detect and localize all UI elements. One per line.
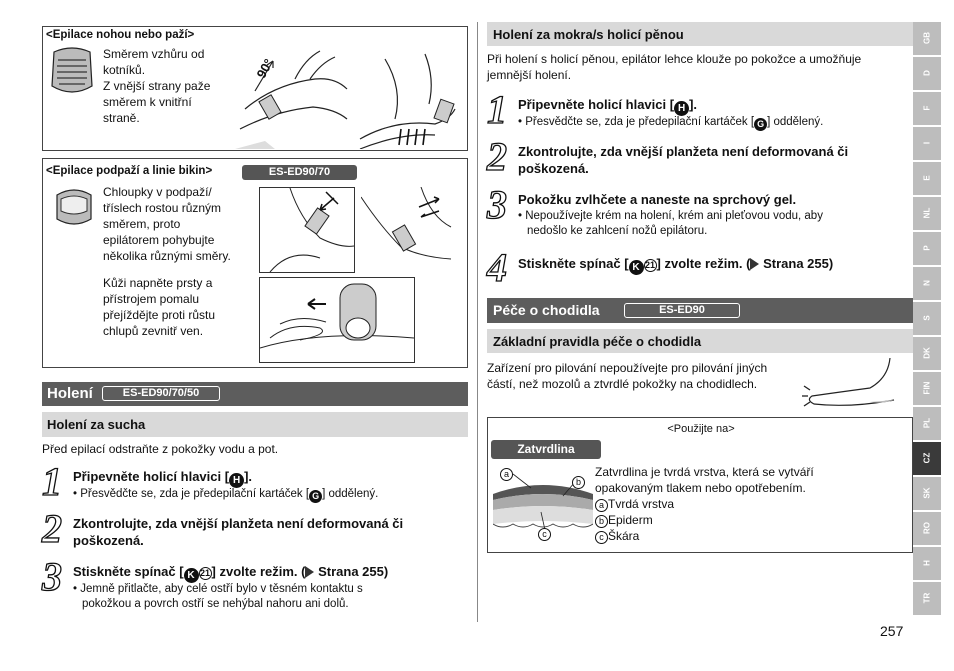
page-number: 257: [880, 623, 904, 639]
bullet-text: pokožkou a povrch ostří se nehýbal nahoru ani dolů.: [82, 598, 349, 610]
layer-item: [595, 496, 814, 512]
text-line: přejíždějte proti růstu: [103, 308, 216, 322]
text-line: směrem k vnitřní: [103, 95, 192, 109]
skin-stretch-illustration: [259, 277, 415, 363]
shaving-title: Holení: [47, 385, 93, 402]
language-tab-nl[interactable]: [913, 197, 941, 230]
brush-symbol: G: [309, 490, 322, 503]
text-line: Zatvrdlina je tvrdá vrstva, která se vytváří: [595, 465, 814, 479]
layer-label: Epiderm: [608, 513, 653, 527]
brush-symbol: G: [754, 118, 767, 131]
leg-illustration: [235, 49, 351, 149]
marker: b: [595, 515, 608, 528]
layer-item: [595, 528, 814, 544]
epilator-cap-image: [51, 185, 97, 229]
text-line: Zařízení pro pilování nepoužívejte pro pilování jiných: [487, 361, 768, 375]
wet-shaving-intro: [487, 51, 861, 83]
bullet-text: nedošlo ke zahlcení nožů epilátoru.: [527, 225, 708, 237]
layer-label: Škára: [608, 529, 640, 543]
step-text: poškozená.: [73, 533, 144, 548]
leg-arm-epilation-box: [42, 26, 468, 151]
text-line: Při holení s holicí pěnou, epilátor lehce klouže po pokožce a umožňuje: [487, 52, 862, 66]
layer-label: Tvrdá vrstva: [608, 497, 675, 511]
switch-symbol: K: [629, 260, 644, 275]
shaving-header: [42, 382, 468, 406]
underarm-title: <Epilace podpaží a linie bikin>: [46, 165, 213, 177]
language-tab-label: E: [922, 175, 932, 181]
step-bullet: [73, 582, 363, 612]
text-line: Z vnější strany paže: [103, 79, 211, 93]
dry-shaving-intro: Před epilací odstraňte z pokožky vodu a pot.: [42, 442, 279, 456]
text-line: epilátorem pohybujte: [103, 233, 215, 247]
marker-c: c: [538, 528, 551, 541]
dry-shaving-header: [42, 412, 468, 437]
text-line: jemnější holení.: [487, 68, 572, 82]
marker-b: b: [572, 476, 585, 489]
step-number: 4: [487, 245, 507, 290]
marker: c: [595, 531, 608, 544]
text-line: Kůži napněte prsty a: [103, 276, 213, 290]
use-on-box: [487, 417, 913, 553]
language-tab-d[interactable]: [913, 57, 941, 90]
ref-number: 21: [200, 568, 211, 578]
layer-item: [595, 512, 814, 528]
head-symbol: H: [229, 473, 244, 488]
language-tab-i[interactable]: [913, 127, 941, 160]
step-text: ].: [244, 469, 253, 484]
language-tab-label: N: [922, 280, 932, 287]
text-line: Směrem vzhůru od: [103, 47, 205, 61]
dry-shaving-title: Holení za sucha: [47, 417, 146, 432]
foot-rules-intro: [487, 360, 767, 392]
language-tab-s[interactable]: [913, 302, 941, 335]
language-tab-label: NL: [922, 207, 932, 219]
language-tab-label: S: [922, 315, 932, 321]
language-tab-label: P: [922, 245, 932, 251]
bullet-text: • Jemně přitlačte, aby celé ostří bylo v těsném kontaktu s: [73, 583, 363, 595]
bullet-text: • Nepoužívejte krém na holení, krém ani pleťovou vodu, aby: [518, 210, 823, 222]
language-tab-label: I: [922, 142, 932, 145]
language-tab-label: F: [922, 105, 932, 111]
column-divider: [477, 22, 478, 622]
step-number: 3: [487, 182, 507, 227]
leg-arm-instructions: [103, 46, 210, 126]
underarm-illustration-2: [361, 187, 465, 273]
step-text: Připevněte holicí hlavici [: [518, 97, 675, 112]
step-number: 2: [487, 134, 507, 179]
step-text: poškozená.: [518, 161, 589, 176]
foot-care-title: Péče o chodidla: [493, 302, 600, 318]
bullet-text: ] oddělený.: [767, 116, 824, 128]
wet-shaving-title: Holení za mokra/s holicí pěnou: [493, 27, 684, 42]
language-tab-label: PL: [922, 418, 932, 429]
head-symbol: H: [674, 101, 689, 116]
language-tab-tr[interactable]: [913, 582, 941, 615]
shaving-badge: ES-ED90/70/50: [102, 386, 220, 401]
callus-description: [595, 464, 814, 544]
text-line: straně.: [103, 111, 140, 125]
arm-illustration: [355, 49, 465, 149]
arrow-right-icon: [750, 258, 759, 270]
callus-badge: Zatvrdlina: [491, 440, 601, 459]
step-number: 1: [42, 459, 62, 504]
step-title: [518, 143, 848, 177]
language-tab-label: TR: [922, 592, 932, 604]
arrow-right-icon: [305, 566, 314, 578]
bullet-text: ] oddělený.: [322, 488, 379, 500]
angle-label: 90°: [253, 56, 277, 81]
step-text: ].: [689, 97, 698, 112]
text-line: částí, než mozolů a ztvrdlé pokožky na chodidlech.: [487, 377, 758, 391]
step-text: Stiskněte spínač [: [73, 564, 184, 579]
text-line: kotníků.: [103, 63, 146, 77]
bullet-text: • Přesvědčte se, zda je předepilační kartáček [: [73, 488, 310, 500]
bullet-text: • Přesvědčte se, zda je předepilační kartáček [: [518, 116, 755, 128]
text-line: opakovaným tlakem nebo opotřebením.: [595, 481, 806, 495]
step-title: [73, 563, 388, 583]
marker: a: [595, 499, 608, 512]
step-text: Stiskněte spínač [: [518, 256, 629, 271]
foot-care-header: [487, 298, 913, 323]
switch-symbol: K: [184, 568, 199, 583]
step-bullet: [518, 115, 823, 131]
step-text: Zkontrolujte, zda vnější planžeta není deformovaná či: [518, 144, 849, 159]
step-number: 3: [42, 554, 62, 599]
step-text: Zkontrolujte, zda vnější planžeta není deformovaná či: [73, 516, 404, 531]
language-tab-n[interactable]: [913, 267, 941, 300]
step-title: [518, 255, 833, 275]
language-tab-dk[interactable]: [913, 337, 941, 370]
language-tab-label: GB: [922, 32, 932, 45]
leg-arm-title: <Epilace nohou nebo paží>: [46, 29, 195, 41]
step-bullet: [518, 209, 823, 239]
step-text: ] zvolte režim. (: [211, 564, 306, 579]
ref-number: 21: [645, 260, 656, 270]
step-number: 1: [487, 87, 507, 132]
foot-rules-title: Základní pravidla péče o chodidla: [493, 334, 702, 349]
text-line: směrem, proto: [103, 217, 181, 231]
language-tab-gb[interactable]: [913, 22, 941, 55]
language-tab-sk[interactable]: [913, 477, 941, 510]
text-line: tříslech rostou různým: [103, 201, 222, 215]
step-title: [518, 96, 697, 116]
language-tab-e[interactable]: [913, 162, 941, 195]
underarm-instructions-2: [103, 275, 215, 339]
language-tab-pl[interactable]: [913, 407, 941, 440]
language-tab-p[interactable]: [913, 232, 941, 265]
language-tab-h[interactable]: [913, 547, 941, 580]
step-bullet: [73, 487, 378, 503]
step-title: [73, 515, 403, 549]
step-title: [73, 468, 252, 488]
language-tab-cz[interactable]: [913, 442, 941, 475]
foot-rules-header: [487, 329, 913, 353]
language-tab-label: D: [922, 70, 932, 77]
step-text: ] zvolte režim. (: [656, 256, 751, 271]
page-reference[interactable]: Strana 255): [763, 256, 834, 271]
foot-care-badge: ES-ED90: [624, 303, 740, 318]
step-text: Připevněte holicí hlavici [: [73, 469, 230, 484]
model-badge: ES-ED90/70: [242, 165, 357, 180]
text-line: přístrojem pomalu: [103, 292, 200, 306]
page-reference[interactable]: Strana 255): [318, 564, 389, 579]
use-on-label: <Použijte na>: [667, 423, 735, 435]
underarm-bikini-box: [42, 158, 468, 368]
underarm-illustration-1: [259, 187, 355, 273]
language-tab-fin[interactable]: [913, 372, 941, 405]
language-tab-label: SK: [922, 487, 932, 499]
language-tab-label: H: [922, 560, 932, 567]
text-line: Chloupky v podpaží/: [103, 185, 212, 199]
language-tab-label: DK: [922, 347, 932, 360]
language-tab-label: CZ: [922, 452, 932, 464]
step-title: Pokožku zvlhčete a naneste na sprchový gel.: [518, 192, 797, 207]
language-tab-ro[interactable]: [913, 512, 941, 545]
language-tab-f[interactable]: [913, 92, 941, 125]
text-line: několika různými směry.: [103, 249, 231, 263]
step-number: 2: [42, 506, 62, 551]
epilator-head-image: [48, 46, 96, 98]
language-tab-label: FIN: [922, 381, 932, 395]
wet-shaving-header: [487, 22, 913, 46]
language-tab-label: RO: [922, 522, 932, 535]
underarm-instructions-1: [103, 184, 231, 264]
marker-a: a: [500, 468, 513, 481]
foot-illustration: [800, 358, 904, 414]
text-line: chlupů zevnitř ven.: [103, 324, 204, 338]
